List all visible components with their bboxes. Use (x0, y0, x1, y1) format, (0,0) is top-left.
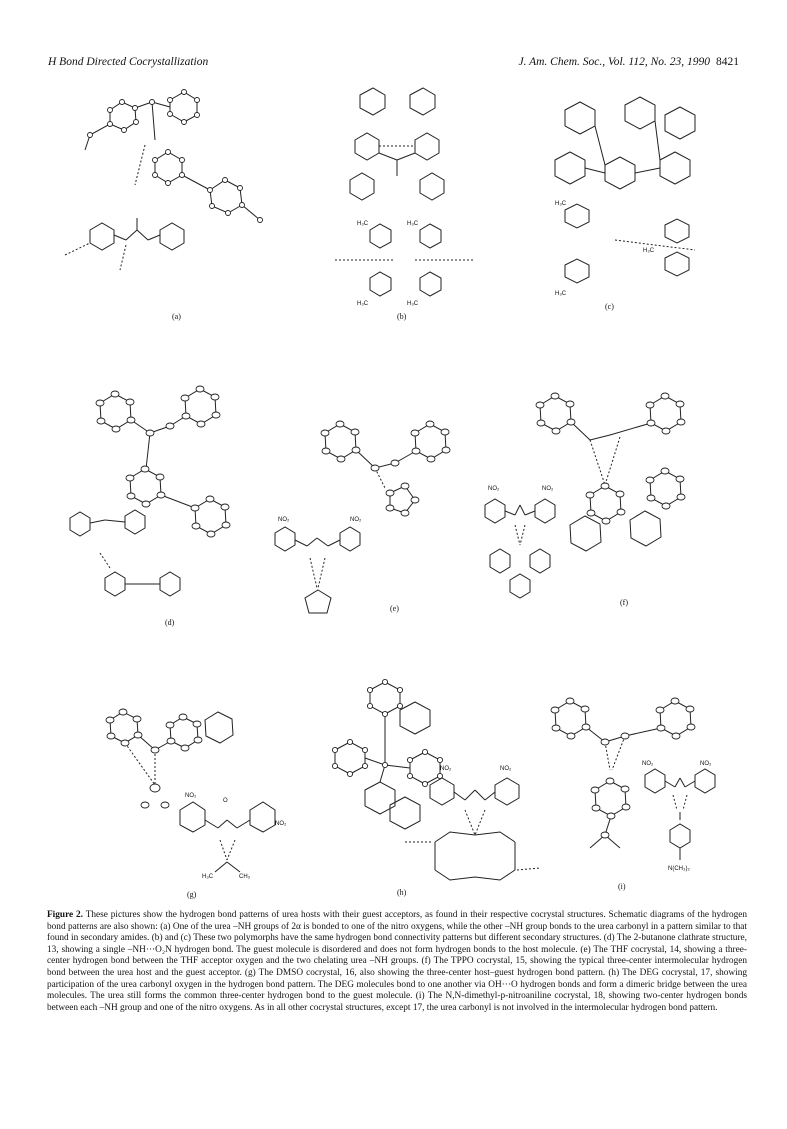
panel-h-structure (315, 670, 540, 900)
panel-d (50, 368, 280, 630)
svg-text:N(CH₃)₂: N(CH₃)₂ (668, 866, 690, 872)
svg-text:NO₂: NO₂ (278, 517, 290, 523)
svg-text:H₃C: H₃C (357, 221, 369, 227)
panel-g-label: (g) (187, 890, 197, 899)
panel-c-label: (c) (605, 302, 614, 311)
svg-text:H₃C: H₃C (555, 201, 567, 207)
svg-text:NO₂: NO₂ (440, 766, 452, 772)
running-title: H Bond Directed Cocrystallization (48, 56, 209, 68)
svg-text:H₃C: H₃C (555, 291, 567, 297)
journal-name: J. Am. Chem. Soc., Vol. 112, No. 23, 1990 (518, 56, 710, 68)
panel-c (525, 80, 725, 320)
panel-f-structure (480, 365, 725, 615)
panel-i-label: (i) (618, 882, 626, 891)
caption-lead: Figure 2. (47, 910, 84, 920)
panel-h (315, 670, 540, 900)
panel-a (60, 80, 290, 320)
svg-text:H₃C: H₃C (357, 301, 369, 307)
panel-f (480, 365, 725, 615)
svg-text:O: O (223, 798, 228, 804)
page-number: 8421 (716, 56, 739, 68)
panel-c-structure (525, 80, 725, 320)
panel-i-structure (540, 670, 730, 900)
svg-text:NO₂: NO₂ (500, 766, 512, 772)
panel-b (305, 80, 495, 320)
figure-caption (47, 910, 747, 1014)
svg-text:NO₂: NO₂ (350, 517, 362, 523)
panel-h-label: (h) (397, 888, 407, 897)
svg-text:NO₂: NO₂ (642, 761, 654, 767)
svg-text:NO₂: NO₂ (542, 486, 554, 492)
svg-text:H₃C: H₃C (643, 248, 655, 254)
svg-text:NO₂: NO₂ (185, 793, 197, 799)
panel-e-label: (e) (390, 604, 399, 613)
journal-citation (518, 56, 739, 68)
panel-i (540, 670, 730, 900)
panel-d-structure (50, 368, 280, 630)
panel-f-label: (f) (620, 598, 628, 607)
panel-g (75, 680, 310, 900)
svg-text:H₃C: H₃C (407, 301, 419, 307)
svg-text:H₃C: H₃C (202, 874, 214, 880)
panel-a-label: (a) (172, 312, 181, 321)
panel-b-label: (b) (397, 312, 407, 321)
panel-a-structure (60, 80, 290, 320)
panel-e (265, 388, 490, 628)
caption-text: These pictures show the hydrogen bond patterns of urea hosts with their guest acceptors, as found in their respective cocrystal structures. Schematic diagrams of the hydrogen bond patterns are also shown: (a) One of the urea –NH groups of 2α is bonded to one of the nitro oxygens, while the other –NH group bonds to the urea carbonyl in a pattern similar to that found in secondary amides. (b) and (c) These two polymorphs have the same hydrogen bond connectivity patterns but different secondary structures. (d) The 2-butanone clathrate structure, 13, showing a single –NH···O₂N hydrogen bond. The guest molecule is disordered and does not form hydrogen bonds to the host molecule. (e) The THF cocrystal, 14, showing a three-center hydrogen bond between the THF acceptor oxygen and the two chelating urea –NH groups. (f) The TPPO cocrystal, 15, showing the typical three-center intermolecular hydrogen bond between the urea host and the guest acceptor. (g) The DMSO cocrystal, 16, also showing the three-center host–guest hydrogen bond pattern. (h) The DEG cocrystal, 17, showing participation of the urea carbonyl oxygen in the hydrogen bond pattern. The DEG molecules bond to one another via OH···O hydrogen bonds and form a dimeric bridge between the urea molecules. The urea still forms the common three-center hydrogen bond to the guest molecule. (i) The N,N-dimethyl-p-nitroaniline cocrystal, 18, showing two-center hydrogen bonds between each –NH group and one of the nitro oxygens. As in all other cocrystal structures, except 17, the urea carbonyl is not involved in the intermolecular hydrogen bond pattern. (47, 910, 748, 1013)
panel-g-structure (75, 680, 310, 900)
svg-text:CH₃: CH₃ (239, 874, 251, 880)
svg-text:NO₂: NO₂ (488, 486, 500, 492)
panel-d-label: (d) (165, 618, 175, 627)
svg-text:NO₂: NO₂ (275, 821, 287, 827)
panel-e-structure (265, 388, 490, 628)
svg-text:NO₂: NO₂ (700, 761, 712, 767)
panel-b-structure (305, 80, 495, 320)
svg-text:H₃C: H₃C (407, 221, 419, 227)
running-header (48, 56, 739, 72)
